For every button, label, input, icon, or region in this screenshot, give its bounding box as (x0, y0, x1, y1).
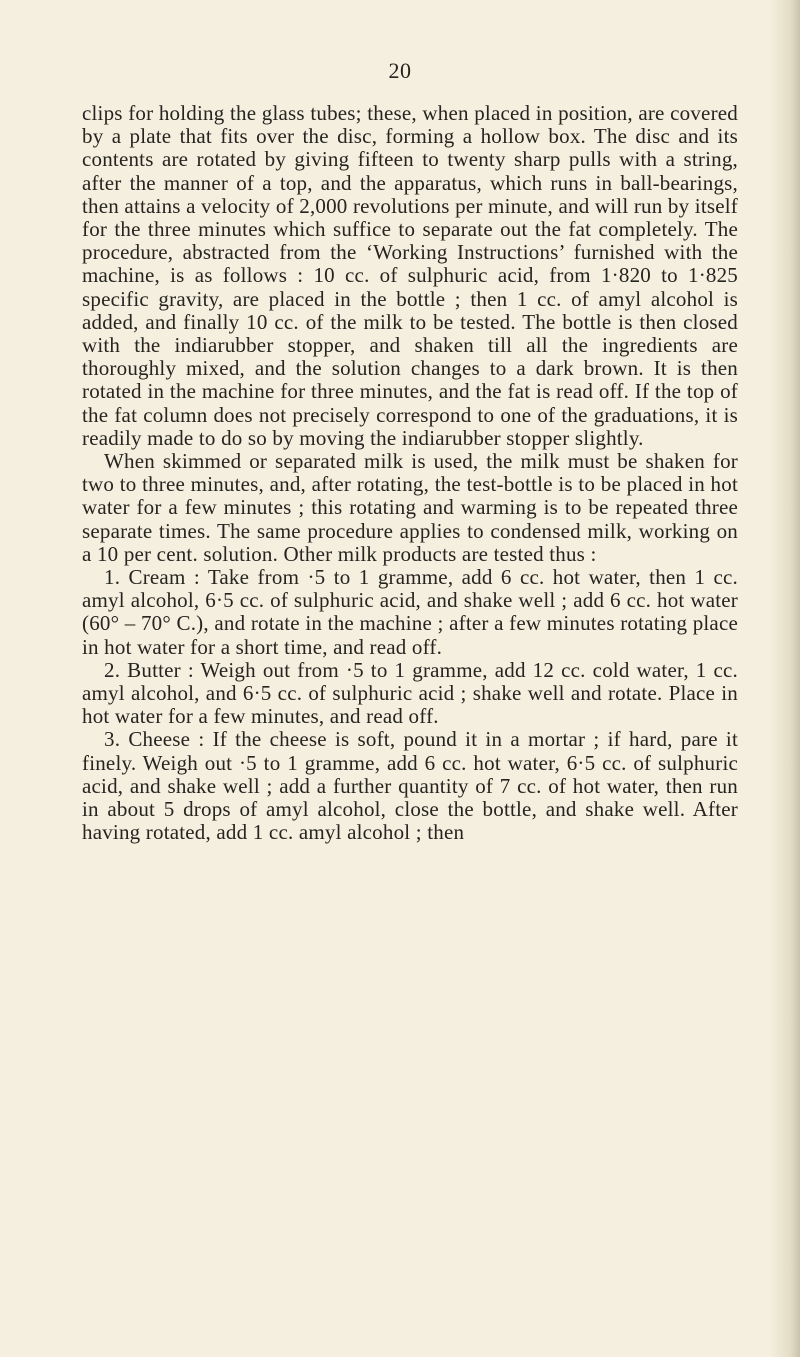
page-number: 20 (388, 58, 412, 83)
paragraph-butter: 2. Butter : Weigh out from ·5 to 1 gramme, add 12 cc. cold water, 1 cc. amyl alcohol, and 6·5 cc. of sulphuric acid ; shake well and rotate. Place in hot water for a few minutes, and read off. (82, 657, 738, 729)
page-body (82, 102, 738, 845)
paragraph-centrifuge-procedure: clips for holding the glass tubes; these, when placed in position, are covered by a plate that fits over the disc, forming a hollow box. The disc and its contents are rotated by giving fifteen to twenty sharp pulls with a string, after the manner of a top, and the apparatus, which runs in ball-bearings, then attains a velocity of 2,000 revolutions per minute, and will run by itself for the three minutes which suffice to separate out the fat completely. The procedure, abstracted from the ‘Working Instructions’ furnished with the machine, is as follows : 10 cc. of sulphuric acid, from 1·820 to 1·825 specific gravity, are placed in the bottle ; then 1 cc. of amyl alcohol is added, and finally 10 cc. of the milk to be tested. The bottle is then closed with the indiarubber stopper, and shaken till all the ingredients are thoroughly mixed, and the solution changes to a dark brown. It is then rotated in the machine for three minutes, and the fat is read off. If the top of the fat column does not precisely correspond to one of the graduations, it is readily made to do so by moving the indiarubber stopper slightly. (82, 101, 738, 450)
paragraph-skimmed-milk: When skimmed or separated milk is used, the milk must be shaken for two to three minutes, and, after rotating, the test-bottle is to be placed in hot water for a few minutes ; this rotating and warming is to be repeated three separate times. The same procedure applies to condensed milk, working on a 10 per cent. solution. Other milk products are tested thus : (82, 449, 738, 566)
paragraph-cheese: 3. Cheese : If the cheese is soft, pound it in a mortar ; if hard, pare it finely. Weigh out ·5 to 1 gramme, add 6 cc. hot water, 6·5 cc. of sulphuric acid, and shake well ; add a further quantity of 7 cc. of hot water, then run in about 5 drops of amyl alcohol, close the bottle, and shake well. After having rotated, add 1 cc. amyl alcohol ; then (82, 727, 738, 845)
paragraph-cream: 1. Cream : Take from ·5 to 1 gramme, add 6 cc. hot water, then 1 cc. amyl alcohol, 6·5 cc. of sulphuric acid, and shake well ; add 6 cc. hot water (60° – 70° C.), and rotate in the machine ; after a few minutes rotating place in hot water for a short time, and read off. (82, 565, 738, 659)
